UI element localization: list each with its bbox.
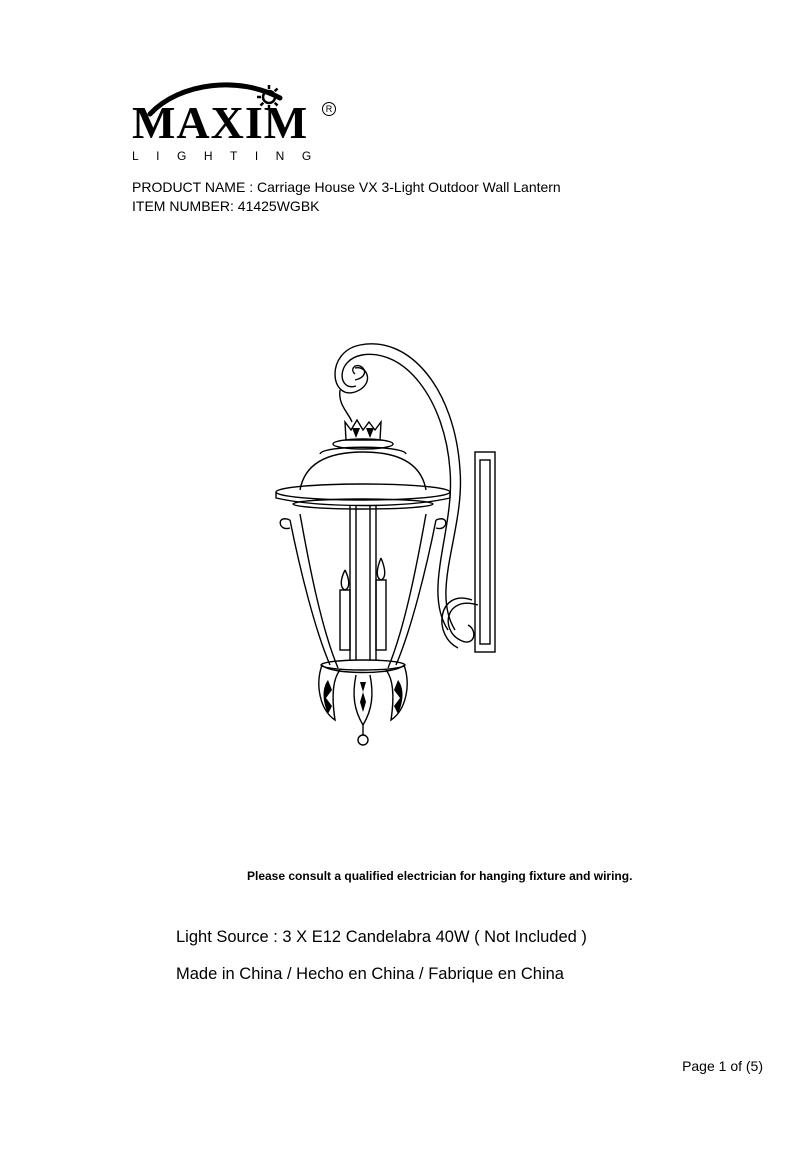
item-number: ITEM NUMBER: 41425WGBK <box>132 198 320 214</box>
light-source-spec: Light Source : 3 X E12 Candelabra 40W ( Not Included ) <box>176 928 587 946</box>
electrician-notice: Please consult a qualified electrician for hanging fixture and wiring. <box>247 869 633 883</box>
registered-mark: R <box>322 102 336 116</box>
wall-lantern-drawing <box>260 330 520 750</box>
product-name: PRODUCT NAME : Carriage House VX 3-Light Outdoor Wall Lantern <box>132 179 561 195</box>
country-of-origin: Made in China / Hecho en China / Fabrique en China <box>176 965 564 983</box>
brand-name: MAXIM <box>132 97 309 148</box>
page-number: Page 1 of (5) <box>682 1058 763 1074</box>
product-info <box>132 178 561 216</box>
brand-subtitle: LIGHTING <box>132 149 329 163</box>
maxim-lighting-logo <box>122 78 342 170</box>
